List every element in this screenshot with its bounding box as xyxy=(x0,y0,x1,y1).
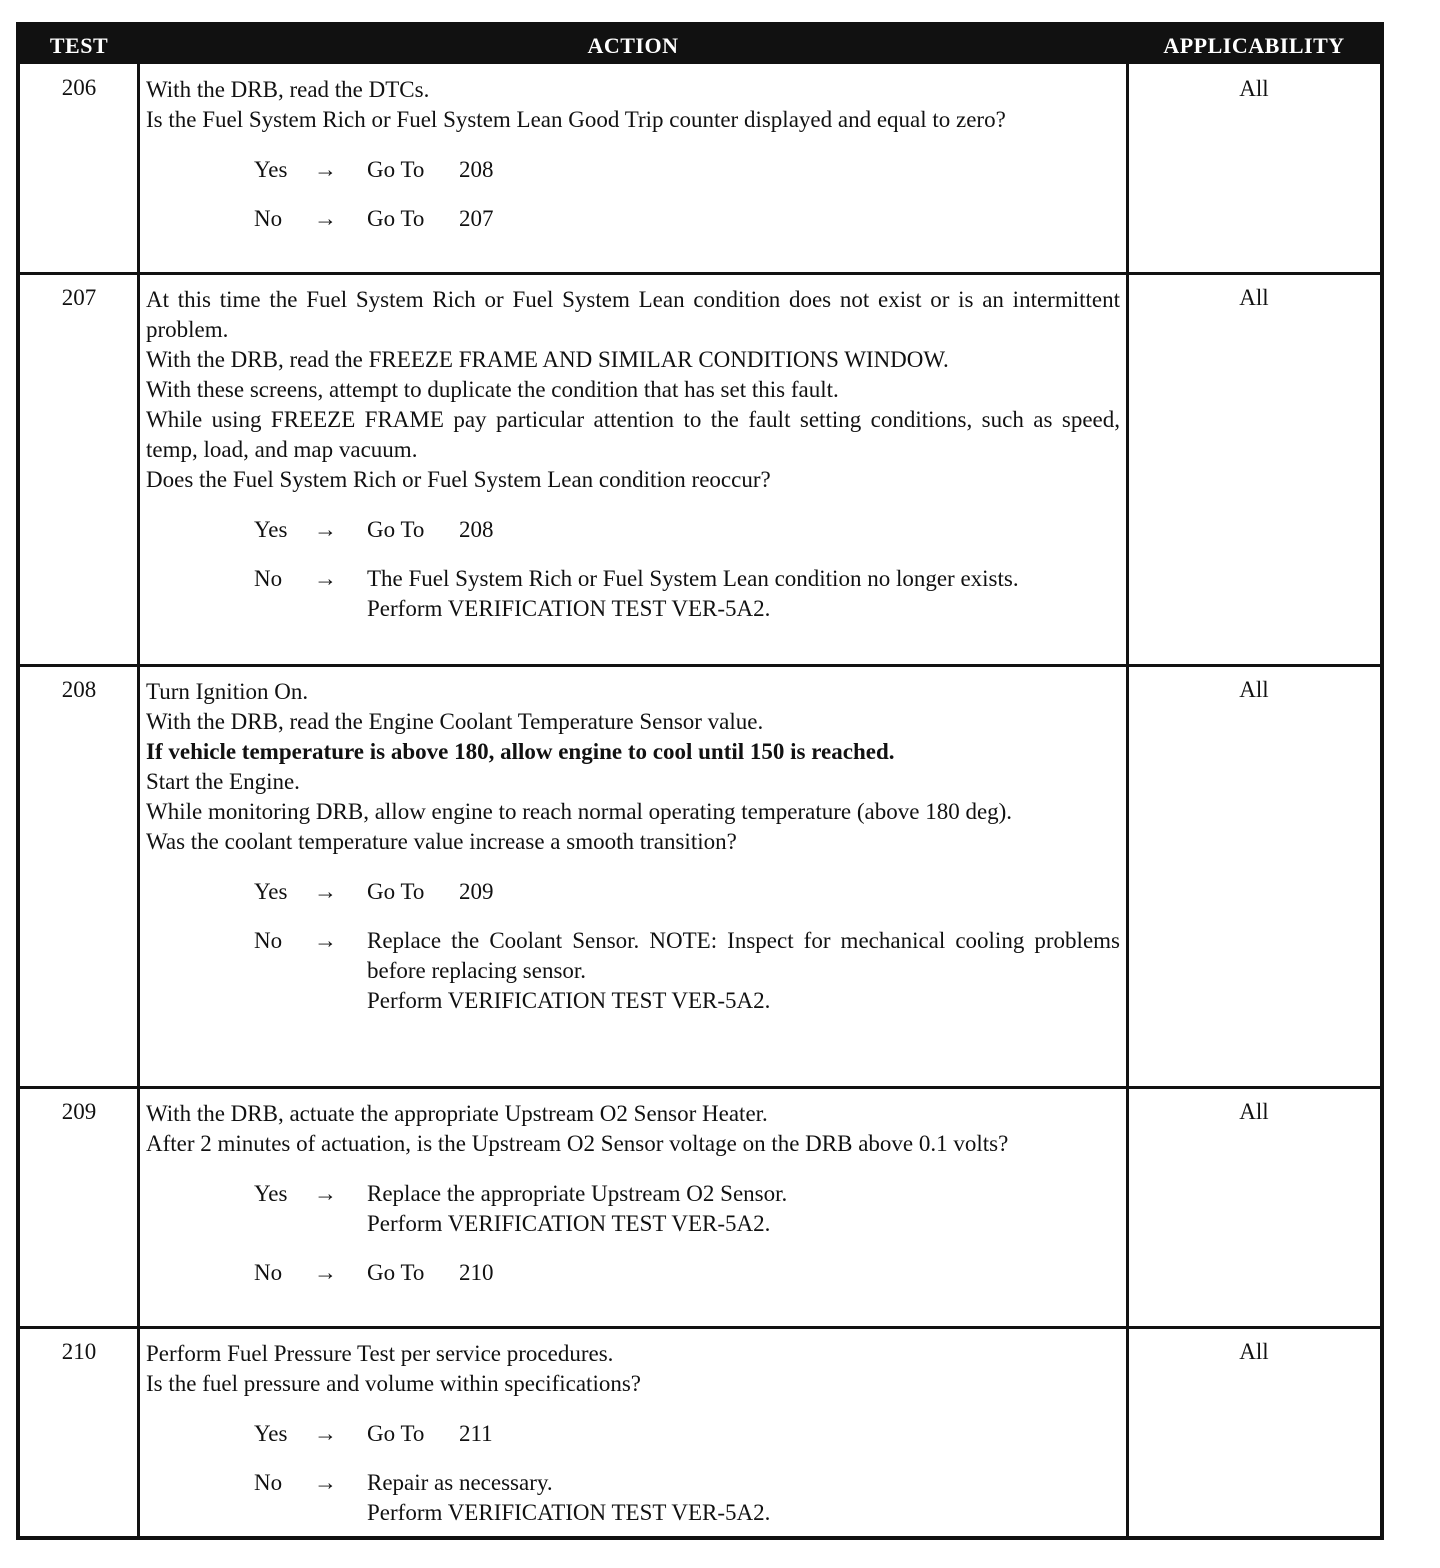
applicability-value: All xyxy=(1239,677,1269,702)
branch-result xyxy=(367,1179,1120,1239)
action-line: While monitoring DRB, allow engine to reach normal operating temperature (above 180 deg). xyxy=(146,799,1013,824)
action-cell xyxy=(146,1339,1120,1528)
branch-result xyxy=(367,204,1120,234)
goto-label: Go To xyxy=(367,879,425,904)
test-number: 207 xyxy=(61,285,97,310)
action-line: While using FREEZE FRAME pay particular attention to the fault setting conditions, such as speed, temp, load, and map vacuum. xyxy=(146,407,1120,462)
branch-result xyxy=(367,1419,1120,1449)
action-cell xyxy=(146,75,1120,234)
action-cell xyxy=(146,1099,1120,1288)
action-cell xyxy=(146,677,1120,1016)
branch-text: The Fuel System Rich or Fuel System Lean condition no longer exists. xyxy=(367,566,1019,591)
arrow-icon: → xyxy=(314,517,337,542)
branch-result xyxy=(367,1468,1120,1528)
arrow-icon: → xyxy=(314,1470,337,1495)
action-line: With the DRB, read the DTCs. xyxy=(146,77,430,102)
header-action: ACTION xyxy=(587,33,679,58)
arrow-icon: → xyxy=(314,157,337,182)
action-line: Turn Ignition On. xyxy=(146,679,309,704)
table-row xyxy=(20,64,1380,272)
action-line: At this time the Fuel System Rich or Fuel System Lean condition does not exist or is an intermittent problem. xyxy=(146,287,1120,342)
branch-no xyxy=(146,1258,1120,1288)
action-line: Is the fuel pressure and volume within specifications? xyxy=(146,1371,641,1396)
answer-label: Yes xyxy=(254,517,288,542)
arrow-icon: → xyxy=(314,879,337,904)
arrow-icon: → xyxy=(314,566,337,591)
goto-target: 207 xyxy=(459,206,494,231)
table-row xyxy=(20,1086,1380,1326)
arrow-icon: → xyxy=(314,1421,337,1446)
arrow-icon: → xyxy=(314,206,337,231)
goto-label: Go To xyxy=(367,1421,425,1446)
answer-label: No xyxy=(254,1260,283,1285)
applicability-value: All xyxy=(1239,1099,1269,1124)
header-test: TEST xyxy=(49,33,109,58)
action-line: Is the Fuel System Rich or Fuel System Lean Good Trip counter displayed and equal to zero? xyxy=(146,107,1006,132)
action-line: After 2 minutes of actuation, is the Upstream O2 Sensor voltage on the DRB above 0.1 volts? xyxy=(146,1131,1009,1156)
branch-no xyxy=(146,204,1120,234)
verification-text: Perform VERIFICATION TEST VER-5A2. xyxy=(367,988,771,1013)
table-row xyxy=(20,272,1380,664)
branch-no xyxy=(146,926,1120,1016)
goto-target: 209 xyxy=(459,879,494,904)
table-row xyxy=(20,1326,1380,1536)
test-number: 206 xyxy=(61,75,97,100)
branch-yes xyxy=(146,1419,1120,1449)
action-line: Was the coolant temperature value increase a smooth transition? xyxy=(146,829,737,854)
header-applicability: APPLICABILITY xyxy=(1163,33,1345,58)
answer-label: Yes xyxy=(254,1181,288,1206)
goto-label: Go To xyxy=(367,517,425,542)
branch-result xyxy=(367,155,1120,185)
branch-no xyxy=(146,1468,1120,1528)
verification-text: Perform VERIFICATION TEST VER-5A2. xyxy=(367,596,771,621)
answer-label: Yes xyxy=(254,1421,288,1446)
branch-yes xyxy=(146,515,1120,545)
goto-target: 208 xyxy=(459,157,494,182)
warning-line: If vehicle temperature is above 180, allow engine to cool until 150 is reached. xyxy=(146,739,895,764)
arrow-icon: → xyxy=(314,1181,337,1206)
goto-label: Go To xyxy=(367,1260,425,1285)
branch-result xyxy=(367,564,1120,624)
branch-no xyxy=(146,564,1120,654)
branch-yes xyxy=(146,877,1120,907)
goto-label: Go To xyxy=(367,206,425,231)
diagnostic-test-table xyxy=(16,22,1384,1540)
action-line: With these screens, attempt to duplicate the condition that has set this fault. xyxy=(146,377,839,402)
answer-label: Yes xyxy=(254,157,288,182)
test-number: 210 xyxy=(61,1339,97,1364)
applicability-value: All xyxy=(1239,285,1269,310)
arrow-icon: → xyxy=(314,928,337,953)
table-header xyxy=(20,26,1380,64)
branch-result xyxy=(367,877,1120,907)
action-cell xyxy=(146,285,1120,654)
goto-target: 208 xyxy=(459,517,494,542)
action-line: With the DRB, read the Engine Coolant Temperature Sensor value. xyxy=(146,709,764,734)
action-line: Perform Fuel Pressure Test per service procedures. xyxy=(146,1341,614,1366)
test-number: 208 xyxy=(61,677,97,702)
goto-label: Go To xyxy=(367,157,425,182)
table-row xyxy=(20,664,1380,1086)
branch-result xyxy=(367,1258,1120,1288)
verification-text: Perform VERIFICATION TEST VER-5A2. xyxy=(367,1211,771,1236)
branch-yes xyxy=(146,155,1120,185)
branch-result xyxy=(367,926,1120,1016)
answer-label: Yes xyxy=(254,879,288,904)
goto-target: 211 xyxy=(459,1421,493,1446)
branch-text: Replace the appropriate Upstream O2 Sensor. xyxy=(367,1181,788,1206)
action-line: With the DRB, actuate the appropriate Upstream O2 Sensor Heater. xyxy=(146,1101,768,1126)
answer-label: No xyxy=(254,566,283,591)
answer-label: No xyxy=(254,206,283,231)
applicability-value: All xyxy=(1239,76,1269,101)
action-line: With the DRB, read the FREEZE FRAME AND SIMILAR CONDITIONS WINDOW. xyxy=(146,347,949,372)
test-number: 209 xyxy=(61,1099,97,1124)
verification-text: Perform VERIFICATION TEST VER-5A2. xyxy=(367,1500,771,1525)
branch-result xyxy=(367,515,1120,545)
arrow-icon: → xyxy=(314,1260,337,1285)
action-line: Start the Engine. xyxy=(146,769,300,794)
action-line: Does the Fuel System Rich or Fuel System Lean condition reoccur? xyxy=(146,467,771,492)
branch-yes xyxy=(146,1179,1120,1239)
goto-target: 210 xyxy=(459,1260,494,1285)
branch-text: Replace the Coolant Sensor. NOTE: Inspect for mechanical cooling problems before replacing sensor. xyxy=(367,928,1120,983)
answer-label: No xyxy=(254,928,283,953)
branch-text: Repair as necessary. xyxy=(367,1470,553,1495)
applicability-value: All xyxy=(1239,1339,1269,1364)
answer-label: No xyxy=(254,1470,283,1495)
